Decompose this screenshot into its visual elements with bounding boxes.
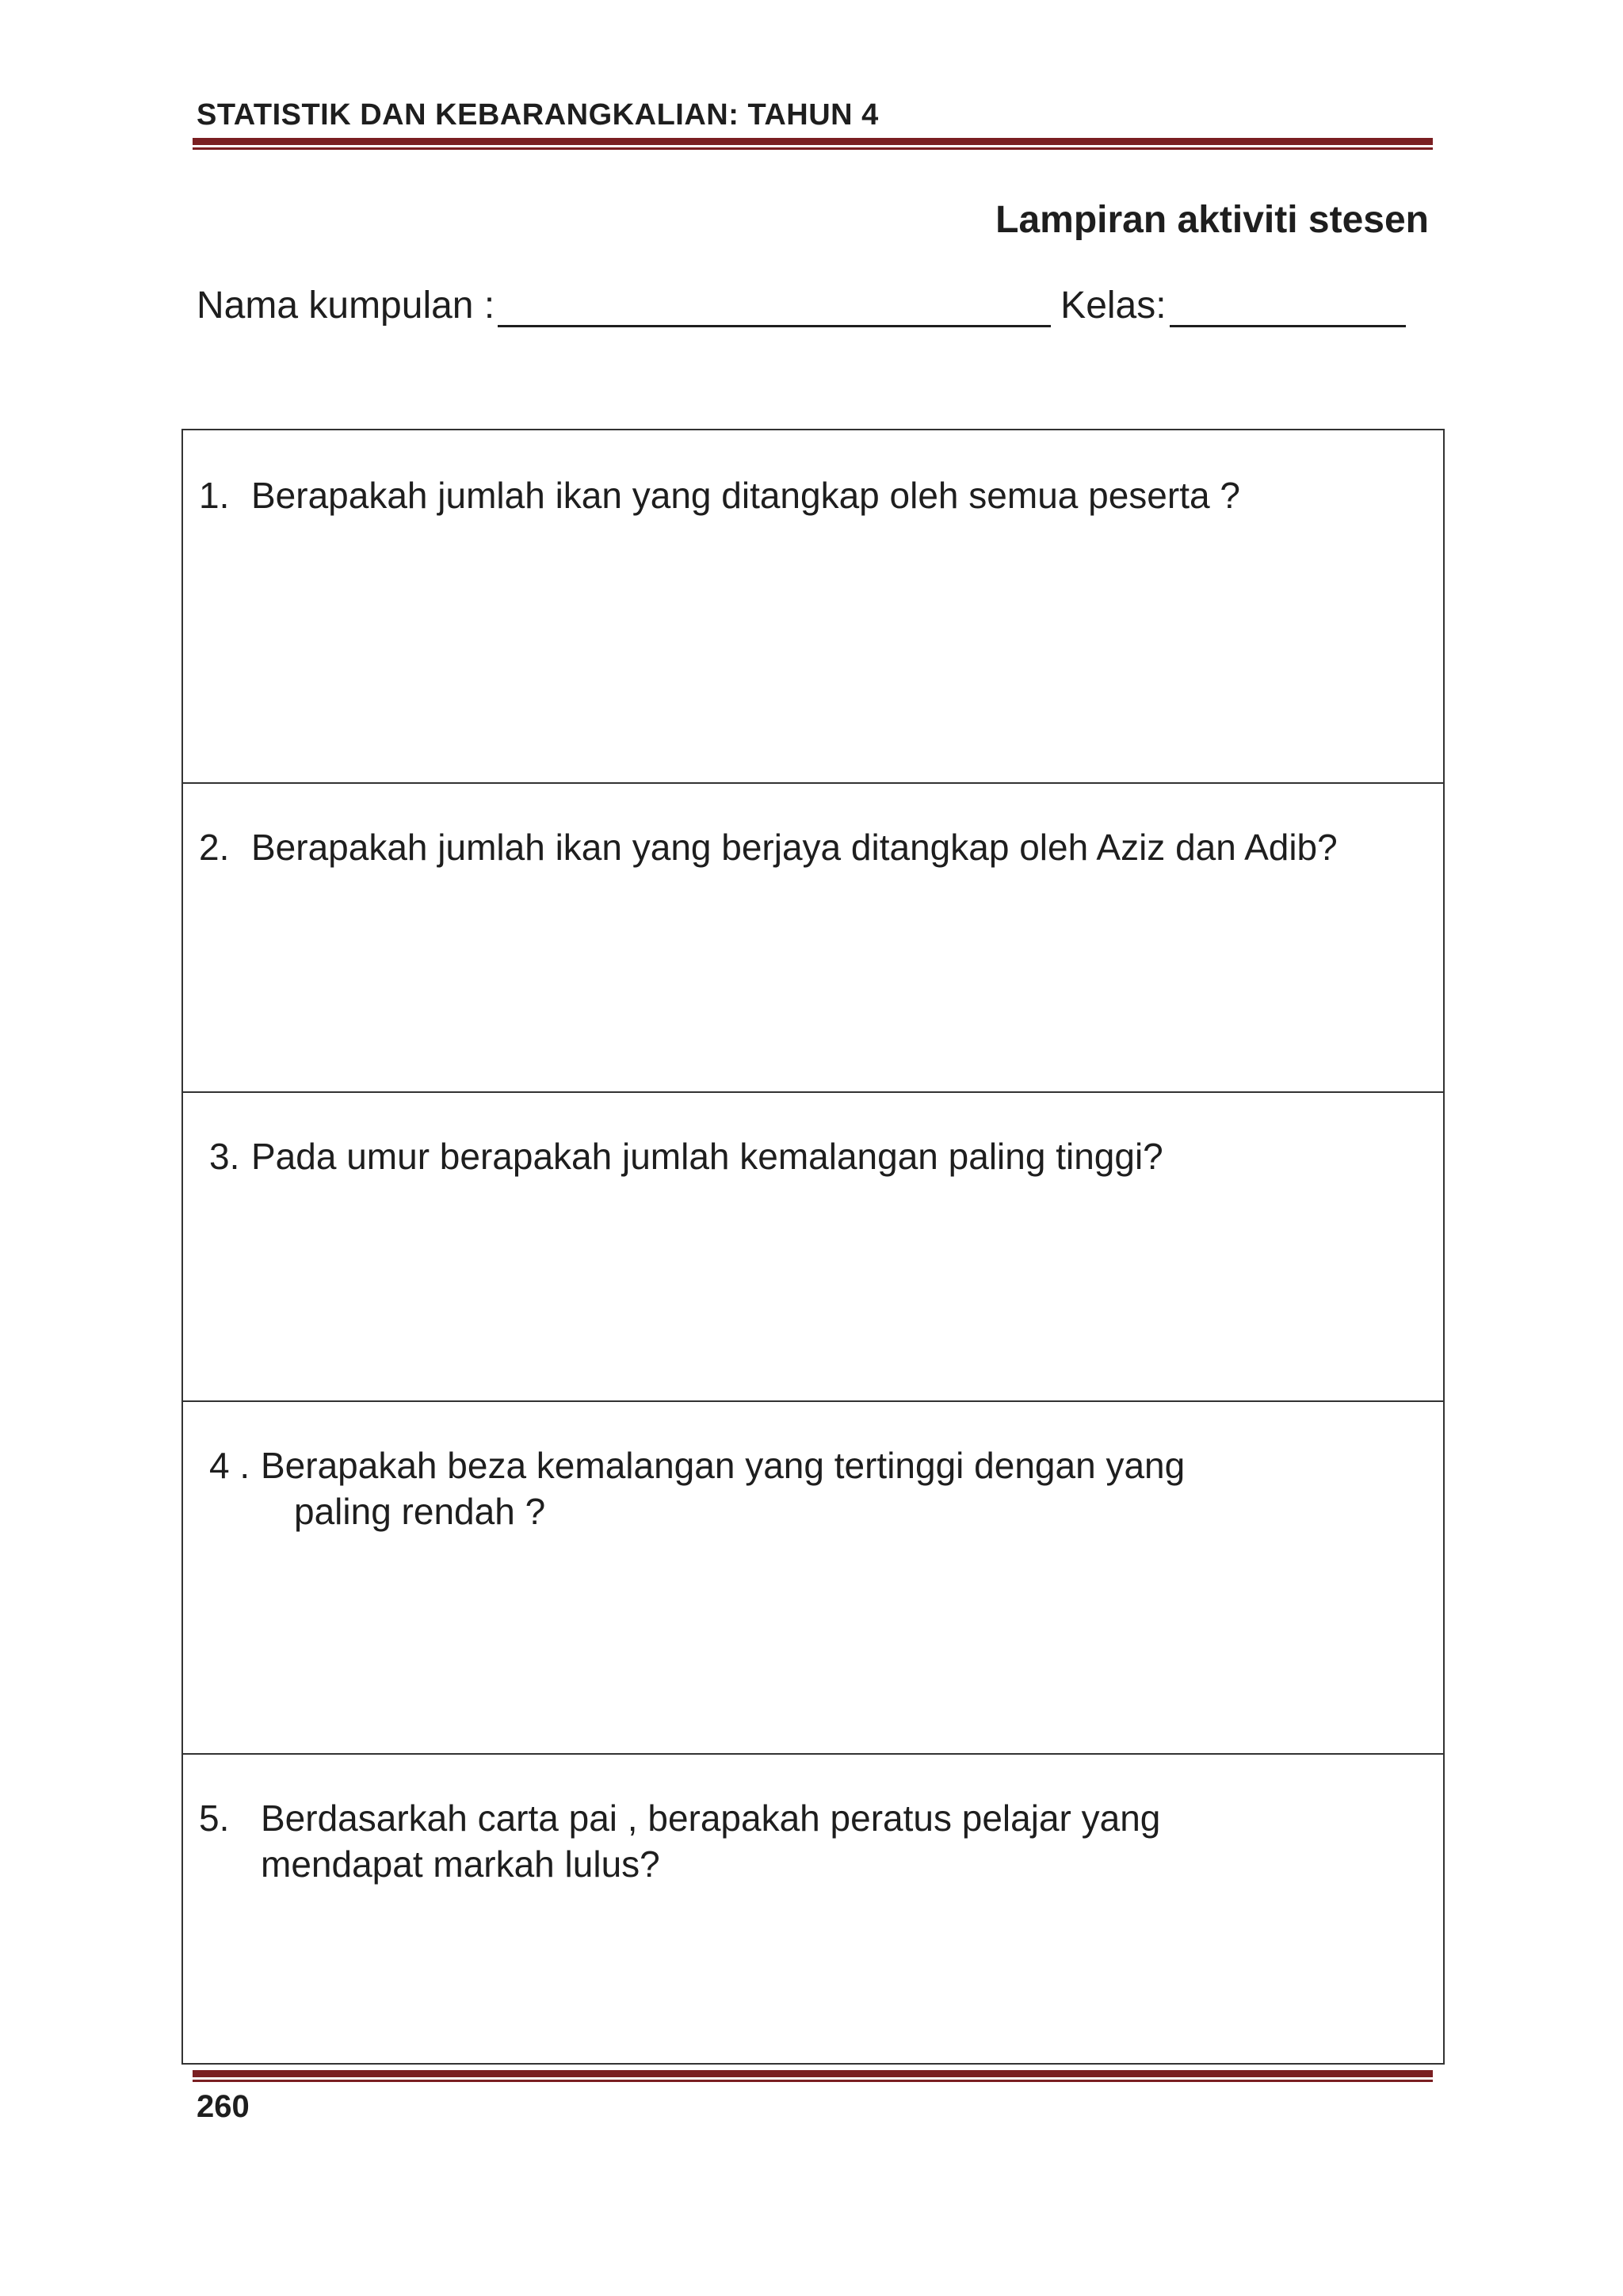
question-number: 3. [209,1136,240,1177]
question-text-continued: paling rendah ? [294,1491,546,1532]
group-name-field[interactable] [498,288,1051,327]
question-text-continued: mendapat markah lulus? [261,1843,660,1885]
question-text: Berdasarkah carta pai , berapakah peratus pelajar yang [261,1797,1161,1839]
footer-rule [193,2070,1433,2082]
question-number: 1. [199,475,230,516]
question-row-3[interactable] [183,1093,1443,1402]
questions-table [181,429,1445,2065]
appendix-title: Lampiran aktiviti stesen [995,199,1429,241]
question-row-5[interactable] [183,1755,1443,2063]
header-title: STATISTIK DAN KEBARANGKALIAN: TAHUN 4 [197,98,879,132]
question-text: Pada umur berapakah jumlah kemalangan paling tinggi? [251,1136,1163,1177]
question-row-4[interactable] [183,1402,1443,1755]
class-field[interactable] [1170,288,1406,327]
question-text: Berapakah jumlah ikan yang ditangkap oleh semua peserta ? [251,475,1240,516]
class-label: Kelas: [1060,285,1167,327]
header-rule [193,138,1433,150]
question-text: Berapakah jumlah ikan yang berjaya ditangkap oleh Aziz dan Adib? [251,827,1338,868]
question-text: Berapakah beza kemalangan yang tertinggi dengan yang [261,1445,1186,1486]
question-number: 4 . [209,1445,250,1486]
page-number: 260 [197,2089,250,2124]
group-info-line [197,284,1406,327]
question-row-2[interactable] [183,784,1443,1093]
group-name-label: Nama kumpulan : [197,285,495,327]
question-number: 2. [199,827,230,868]
question-row-1[interactable] [183,430,1443,784]
question-number: 5. [199,1797,230,1839]
